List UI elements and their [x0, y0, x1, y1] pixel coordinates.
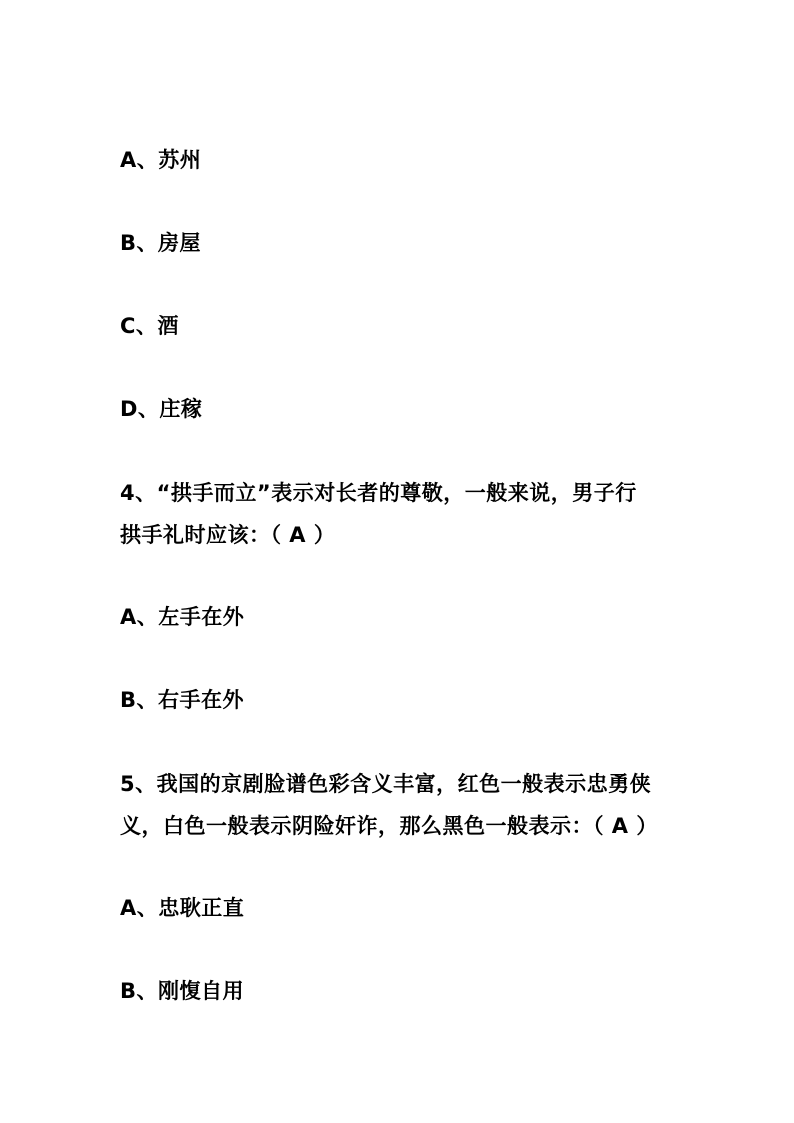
- q5-option-a: A、忠耿正直: [120, 896, 245, 920]
- q4-question-line1: 4、“拱手而立”表示对长者的尊敬，一般来说，男子行: [120, 481, 637, 505]
- q3-option-c: C、酒: [120, 314, 179, 338]
- q4-question-line2: 拱手礼时应该：（ A ）: [120, 523, 336, 547]
- q3-option-d: D、庄稼: [120, 397, 203, 421]
- q4-option-a: A、左手在外: [120, 605, 245, 629]
- q3-option-a: A、苏州: [120, 148, 202, 172]
- q4-option-b: B、右手在外: [120, 688, 245, 712]
- q3-option-b: B、房屋: [120, 231, 202, 255]
- q5-question-line2: 义，白色一般表示阴险奸诈，那么黑色一般表示：（ A ）: [120, 814, 658, 838]
- q5-question-line1: 5、我国的京剧脸谱色彩含义丰富，红色一般表示忠勇侠: [120, 772, 652, 796]
- q5-option-b: B、刚愎自用: [120, 979, 245, 1003]
